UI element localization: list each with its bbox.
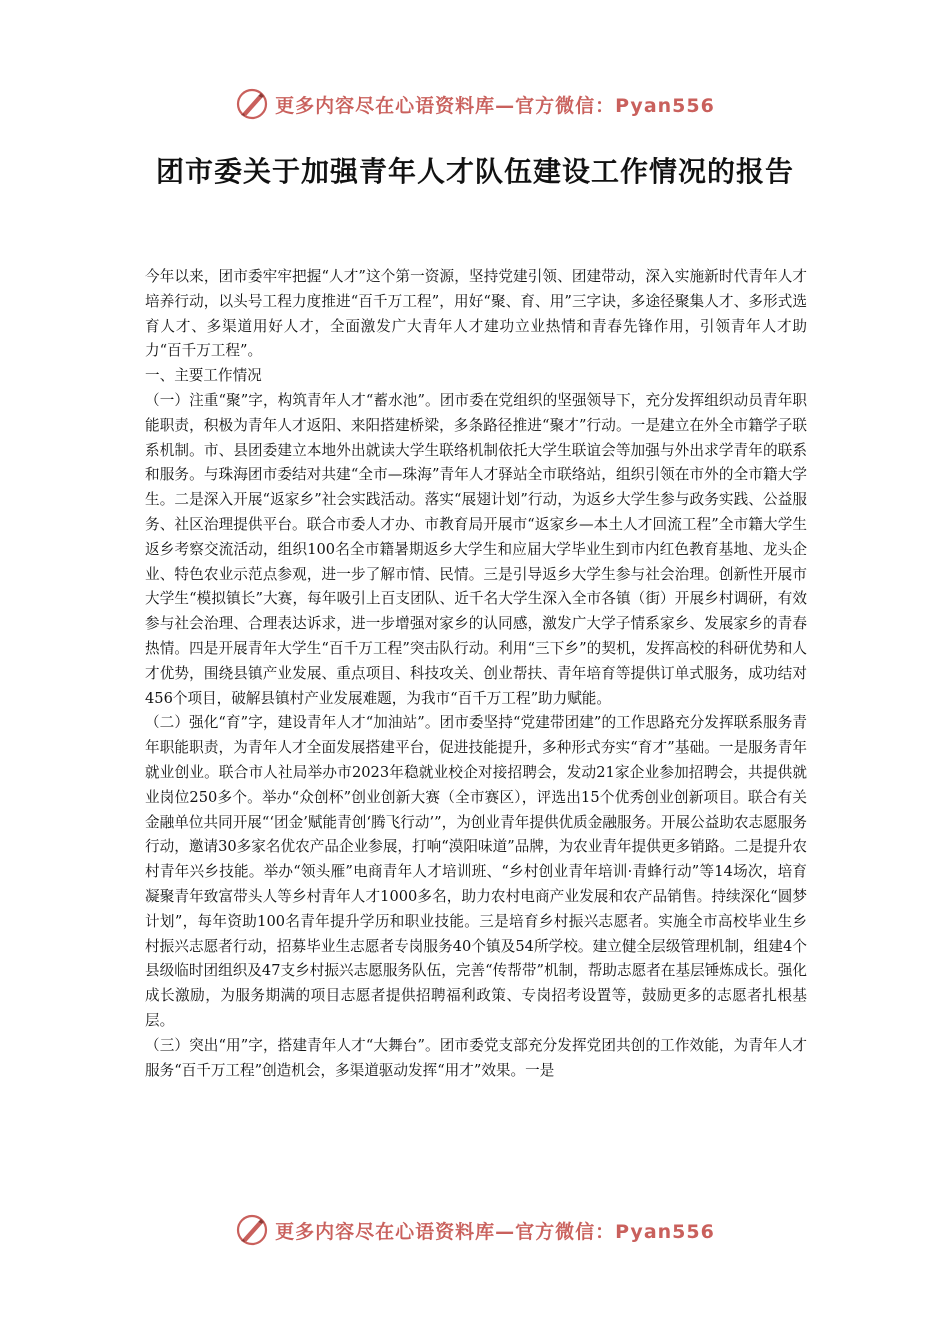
pen-logo-icon	[235, 87, 269, 121]
document-title: 团市委关于加强青年人才队伍建设工作情况的报告	[155, 155, 794, 188]
section-heading: 一、主要工作情况	[145, 367, 262, 385]
paragraph: （二）强化“育”字，建设青年人才“加油站”。团市委坚持“党建带团建”的工作思路充分发挥联系服务青年职能职责，为青年人才全面发展搭建平台，促进技能提升，多种形式夯实“育才”基础。一是服务青年就业创业。联合市人社局举办市2023年稳就业校企对接招聘会，发动21家企业参加招聘会，共提供就业岗位250多个。举办“众创杯”创业创新大赛（全市赛区），评选出15个优秀创业创新项目。联合有关金融单位共同开展“‘团金’赋能青创‘腾飞行动’”，为创业青年提供优质金融服务。开展公益助农志愿服务行动，邀请30多家名优农产品企业参展，打响“漠阳味道”品牌，为农业青年提供更多销路。二是提升农村青年兴乡技能。举办“领头雁”电商青年人才培训班、“乡村创业青年培训·青蜂行动”等14场次，培育凝聚青年致富带头人等乡村青年人才1000多名，助力农村电商产业发展和农产品销售。持续深化“圆梦计划”，每年资助100名青年提升学历和职业技能。三是培育乡村振兴志愿者。实施全市高校毕业生乡村振兴志愿者行动，招募毕业生志愿者专岗服务40个镇及54所学校。建立健全层级管理机制，组建4个县级临时团组织及47支乡村振兴志愿服务队伍，完善“传帮带”机制，帮助志愿者在基层锤炼成长。强化成长激励，为服务期满的项目志愿者提供招聘福利政策、专岗招考设置等，鼓励更多的志愿者扎根基层。	[145, 714, 807, 1029]
watermark-text: 更多内容尽在心语资料库—官方微信：Pyan556	[275, 94, 715, 117]
paragraph: （一）注重“聚”字，构筑青年人才“蓄水池”。团市委在党组织的坚强领导下，充分发挥组织动员青年职能职责，积极为青年人才返阳、来阳搭建桥梁，多条路径推进“聚才”行动。一是建立在外全市籍学子联系机制。市、县团委建立本地外出就读大学生联络机制依托大学生联谊会等加强与外出求学青年的联系和服务。与珠海团市委结对共建“全市—珠海”青年人才驿站全市联络站，组织引领在市外的全市籍大学生。二是深入开展“返家乡”社会实践活动。落实“展翅计划”行动，为返乡大学生参与政务实践、公益服务、社区治理提供平台。联合市委人才办、市教育局开展市“返家乡—本土人才回流工程”全市籍大学生返乡考察交流活动，组织100名全市籍暑期返乡大学生和应届大学毕业生到市内红色教育基地、龙头企业、特色农业示范点参观，进一步了解市情、民情。三是引导返乡大学生参与社会治理。创新性开展市大学生“模拟镇长”大赛，每年吸引上百支团队、近千名大学生深入全市各镇（街）开展乡村调研，有效参与社会治理、合理表达诉求，进一步增强对家乡的认同感，激发广大学子情系家乡、发展家乡的青春热情。四是开展青年大学生“百千万工程”突击队行动。利用“三下乡”的契机，发挥高校的科研优势和人才优势，围绕县镇产业发展、重点项目、科技攻关、创业帮扶、青年培育等提供订单式服务，成功结对456个项目，破解县镇村产业发展难题，为我市“百千万工程”助力赋能。	[145, 391, 807, 707]
watermark-bottom	[0, 1210, 950, 1250]
pen-logo-icon	[235, 1213, 269, 1247]
paragraph: （三）突出“用”字，搭建青年人才“大舞台”。团市委党支部充分发挥党团共创的工作效能，为青年人才服务“百千万工程”创造机会，多渠道驱动发挥“用才”效果。一是	[145, 1036, 807, 1079]
paragraph: 今年以来，团市委牢牢把握“人才”这个第一资源，坚持党建引领、团建带动，深入实施新时代青年人才培养行动，以头号工程力度推进“百千万工程”，用好“聚、育、用”三字诀，多途径聚集人才、多形式选育人才、多渠道用好人才，全面激发广大青年人才建功立业热情和青春先锋作用，引领青年人才助力“百千万工程”。	[145, 268, 807, 360]
watermark-text: 更多内容尽在心语资料库—官方微信：Pyan556	[275, 1220, 715, 1243]
document-body	[145, 265, 807, 1083]
watermark-top	[0, 84, 950, 124]
